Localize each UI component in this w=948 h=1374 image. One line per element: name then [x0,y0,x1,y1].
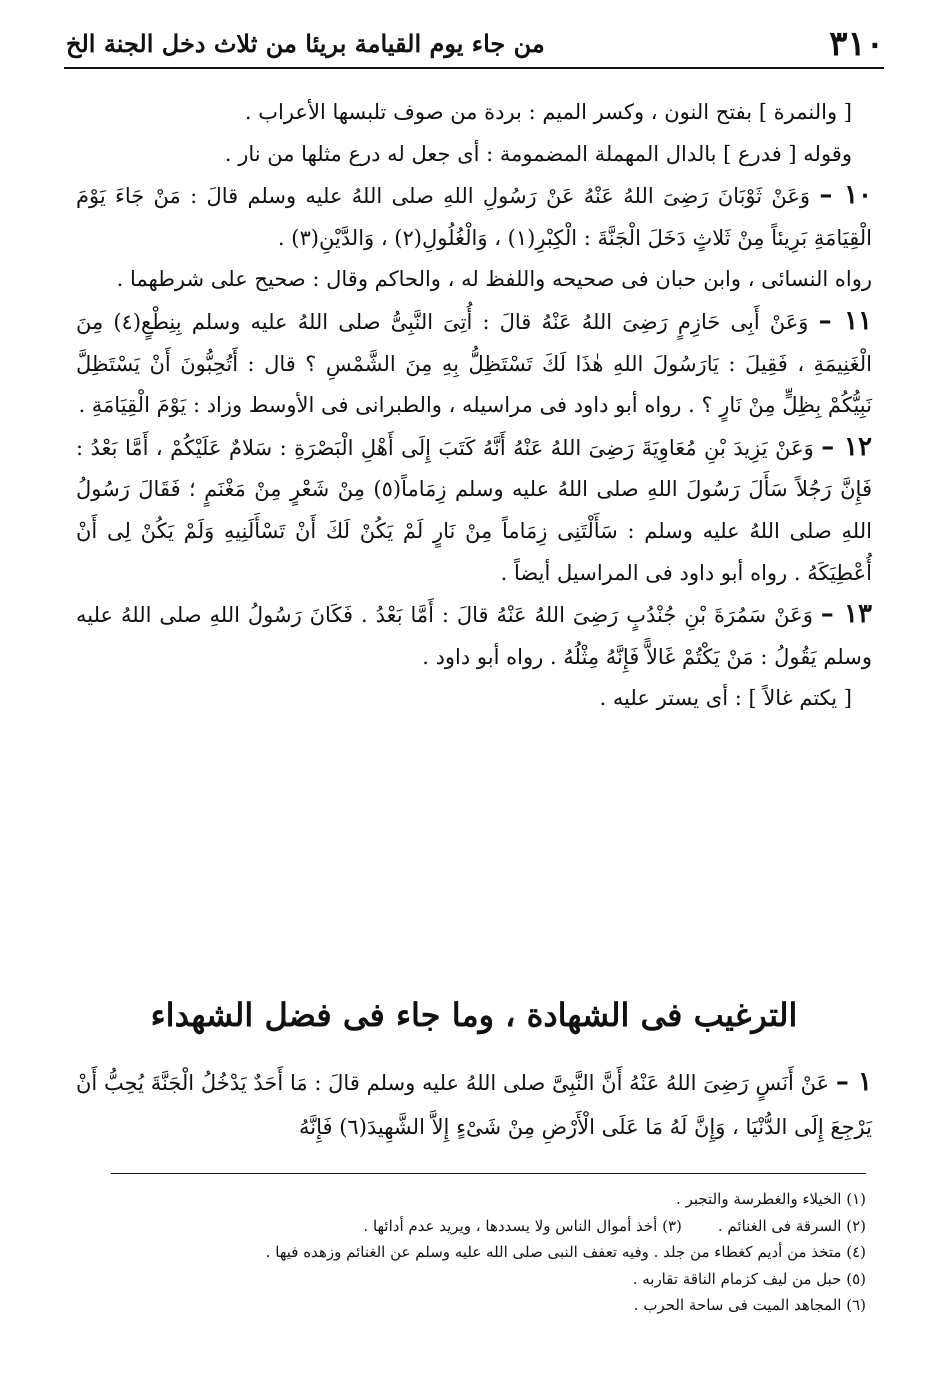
hadith-paragraph [76,1060,872,1149]
hadith-number: ١٢ – [821,431,872,462]
hadith-paragraph [76,427,872,594]
footnote: (٤) متخذ من أديم كغطاء من جلد . وفيه تعفف النبى صلى الله عليه وسلم عن الغنائم وزهده فيها . [265,1243,866,1261]
footnote: (٣) أخذ أموال الناس ولا يسددها ، ويريد عدم أدائها . [363,1216,682,1235]
page-header [66,18,884,64]
page-number: ٣١٠ [829,24,884,64]
hadith-text: عَنْ أَنَسٍ رَضِىَ اللهُ عَنْهُ أَنَّ النَّبِىَّ صلى اللهُ عليه وسلم قالَ : مَا أَحَدٌ يَدْخُلُ الْجَنَّةَ يُحِبُّ أَنْ يَرْجِعَ إِلَى الدُّنْيَا ، وَإِنَّ لَهُ مَا عَلَى الْأَرْضِ مِنْ شَىْءٍ إِلاَّ الشَّهِيدَ(٦) فَإِنَّهُ [76,1071,872,1139]
paragraph: رواه النسائى ، وابن حبان فى صحيحه واللفظ له ، والحاكم وقال : صحيح على شرطهما . [116,267,872,292]
section-title: الترغيب فى الشهادة ، وما جاء فى فضل الشهداء [150,996,798,1034]
hadith-number: ١٣ – [820,599,872,630]
footnote: (٦) المجاهد الميت فى ساحة الحرب . [633,1296,866,1314]
footnote: (٢) السرقة فى الغنائم . [717,1216,866,1235]
main-text [76,92,872,720]
hadith-text: وَعَنْ ثَوْبَانَ رَضِىَ اللهُ عَنْهُ عَنْ رَسُولِ اللهِ صلى اللهُ عليه وسلم قالَ : مَنْ جَاءَ يَوْمَ الْقِيَامَةِ بَرِيئاً مِنْ ثَلاثٍ دَخَلَ الْجَنَّةَ : الْكِبْرِ(١) ، وَالْغُلُولِ(٢) ، وَالدَّيْنِ(٣) . [76,184,872,250]
hadith-paragraph [76,175,872,259]
footnote: (١) الخيلاء والغطرسة والتجبر . [676,1190,866,1208]
footnote-rule [111,1173,866,1174]
header-rule [64,67,884,69]
paragraph: [ والنمرة ] بفتح النون ، وكسر الميم : بردة من صوف تلبسها الأعراب . [244,100,852,124]
running-title: من جاء يوم القيامة بريئا من ثلاث دخل الجنة الخ [66,29,545,58]
hadith-paragraph [76,301,872,427]
footnote: (٥) حبل من ليف كزمام الناقة تقاربه . [632,1269,866,1288]
paragraph: وقوله [ فدرع ] بالدال المهملة المضمومة : أى جعل له درع مثلها من نار . [224,141,852,166]
footnotes [76,1186,866,1319]
hadith-paragraph [76,594,872,678]
hadith-number: ١٠ – [819,180,872,211]
hadith-text: وَعَنْ يَزِيدَ بْنِ مُعَاوِيَةَ رَضِىَ اللهُ عَنْهُ أَنَّهُ كَتَبَ إِلَى أَهْلِ الْبَصْرَةِ : سَلامٌ عَلَيْكُمْ ، أَمَّا بَعْدُ : فَإِنَّ رَجُلاً سَأَلَ رَسُولَ اللهِ صلى اللهُ عليه وسلم زِمَاماً(٥) مِنْ شَعْرٍ مِنْ مَغْنَمٍ ؛ فَقَالَ رَسُولُ اللهِ صلى اللهُ عليه وسلم : سَأَلْتَنِى زِمَاماً مِنْ نَارٍ لَمْ يَكُنْ لَكَ أَنْ تَسْأَلَنِيهِ وَلَمْ يَكُنْ لِى أَنْ أُعْطِيَكَهُ . رواه أبو داود فى المراسيل أيضاً . [76,435,872,585]
hadith-number: ١ – [835,1067,872,1097]
section-text [76,1060,872,1149]
hadith-text: وَعَنْ أَبِى حَازِمٍ رَضِىَ اللهُ عَنْهُ قالَ : أُتِىَ النَّبِىُّ صلى اللهُ عليه وسلم بِنِطْعٍ(٤) مِنَ الْغَنِيمَةِ ، فَقِيلَ : يَارَسُولَ اللهِ هٰذَا لَكَ تَسْتَظِلُّ بِهِ مِنَ الشَّمْسِ ؟ قال : أَتُحِبُّونَ أَنْ يَسْتَظِلَّ نَبِيُّكُمْ بِظِلٍّ مِنْ نَارٍ ؟ . رواه أبو داود فى مراسيله ، والطبرانى فى الأوسط وزاد : يَوْمَ الْقِيَامَةِ . [76,309,872,418]
footnote-row [76,1213,866,1240]
hadith-text: وَعَنْ سَمُرَةَ بْنِ جُنْدُبٍ رَضِىَ اللهُ عَنْهُ قالَ : أَمَّا بَعْدُ . فَكَانَ رَسُولُ اللهِ صلى اللهُ عليه وسلم يَقُولُ : مَنْ يَكْتُمْ غَالاًّ فَإِنَّهُ مِثْلُهُ . رواه أبو داود . [76,603,872,669]
hadith-number: ١١ – [818,305,872,336]
paragraph: [ يكتم غالاً ] : أى يستر عليه . [599,686,852,711]
